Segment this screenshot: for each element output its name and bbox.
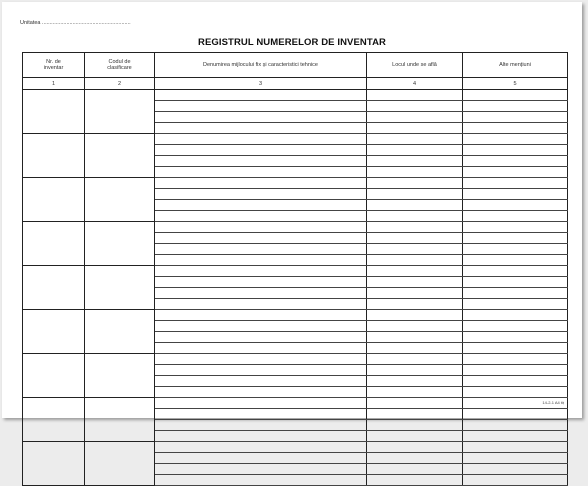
classification-code-cell[interactable] <box>85 310 155 354</box>
location-cell[interactable] <box>367 299 463 310</box>
column-header-alte-mentiuni: Alte mențiuni <box>463 53 568 78</box>
location-cell[interactable] <box>367 464 463 475</box>
remarks-cell[interactable] <box>463 343 568 354</box>
table-row <box>23 178 568 189</box>
remarks-cell[interactable] <box>463 387 568 398</box>
location-cell[interactable] <box>367 376 463 387</box>
description-cell[interactable] <box>155 134 367 145</box>
location-cell[interactable] <box>367 90 463 101</box>
description-cell[interactable] <box>155 156 367 167</box>
location-cell[interactable] <box>367 244 463 255</box>
remarks-cell[interactable] <box>463 200 568 211</box>
inventory-register-table <box>22 52 568 486</box>
description-cell[interactable] <box>155 266 367 277</box>
inventory-number-cell[interactable] <box>23 398 85 442</box>
remarks-cell[interactable] <box>463 475 568 486</box>
description-cell[interactable] <box>155 387 367 398</box>
remarks-cell[interactable] <box>463 431 568 442</box>
classification-code-cell[interactable] <box>85 178 155 222</box>
remarks-cell[interactable] <box>463 299 568 310</box>
description-cell[interactable] <box>155 310 367 321</box>
location-cell[interactable] <box>367 123 463 134</box>
location-cell[interactable] <box>367 145 463 156</box>
description-cell[interactable] <box>155 332 367 343</box>
description-cell[interactable] <box>155 420 367 431</box>
description-cell[interactable] <box>155 167 367 178</box>
location-cell[interactable] <box>367 101 463 112</box>
remarks-cell[interactable] <box>463 288 568 299</box>
table-row <box>23 442 568 453</box>
location-cell[interactable] <box>367 332 463 343</box>
remarks-cell[interactable] <box>463 365 568 376</box>
location-cell[interactable] <box>367 178 463 189</box>
description-cell[interactable] <box>155 431 367 442</box>
location-cell[interactable] <box>367 387 463 398</box>
header-row <box>23 53 568 78</box>
remarks-cell[interactable] <box>463 233 568 244</box>
inventory-number-cell[interactable] <box>23 354 85 398</box>
table-row <box>23 134 568 145</box>
form-code: 14-2-1 A4 tiț <box>542 400 564 405</box>
description-cell[interactable] <box>155 189 367 200</box>
location-cell[interactable] <box>367 134 463 145</box>
remarks-cell[interactable] <box>463 145 568 156</box>
location-cell[interactable] <box>367 189 463 200</box>
table-row <box>23 266 568 277</box>
register-body <box>23 90 568 486</box>
location-cell[interactable] <box>367 310 463 321</box>
description-cell[interactable] <box>155 453 367 464</box>
description-cell[interactable] <box>155 233 367 244</box>
location-cell[interactable] <box>367 420 463 431</box>
table-row <box>23 354 568 365</box>
classification-code-cell[interactable] <box>85 134 155 178</box>
unit-field: Unitatea .......................................................... <box>20 20 131 26</box>
remarks-cell[interactable] <box>463 112 568 123</box>
classification-code-cell[interactable] <box>85 90 155 134</box>
column-number: 4 <box>367 78 463 90</box>
location-cell[interactable] <box>367 365 463 376</box>
column-number-row <box>23 78 568 90</box>
inventory-number-cell[interactable] <box>23 310 85 354</box>
description-cell[interactable] <box>155 211 367 222</box>
inventory-number-cell[interactable] <box>23 222 85 266</box>
remarks-cell[interactable] <box>463 409 568 420</box>
table-row <box>23 310 568 321</box>
description-cell[interactable] <box>155 299 367 310</box>
description-cell[interactable] <box>155 376 367 387</box>
classification-code-cell[interactable] <box>85 222 155 266</box>
description-cell[interactable] <box>155 365 367 376</box>
location-cell[interactable] <box>367 453 463 464</box>
description-cell[interactable] <box>155 442 367 453</box>
remarks-cell[interactable] <box>463 101 568 112</box>
remarks-cell[interactable] <box>463 453 568 464</box>
location-cell[interactable] <box>367 431 463 442</box>
description-cell[interactable] <box>155 200 367 211</box>
table-row <box>23 398 568 409</box>
inventory-number-cell[interactable] <box>23 442 85 486</box>
classification-code-cell[interactable] <box>85 398 155 442</box>
description-cell[interactable] <box>155 123 367 134</box>
description-cell[interactable] <box>155 343 367 354</box>
remarks-cell[interactable] <box>463 178 568 189</box>
description-cell[interactable] <box>155 244 367 255</box>
column-header-denumire: Denumirea mijlocului fix și caracteristici tehnice <box>155 53 367 78</box>
classification-code-cell[interactable] <box>85 266 155 310</box>
remarks-cell[interactable] <box>463 255 568 266</box>
inventory-number-cell[interactable] <box>23 134 85 178</box>
location-cell[interactable] <box>367 409 463 420</box>
classification-code-cell[interactable] <box>85 442 155 486</box>
description-cell[interactable] <box>155 321 367 332</box>
form-sheet <box>2 2 582 418</box>
remarks-cell[interactable] <box>463 321 568 332</box>
page-title: REGISTRUL NUMERELOR DE INVENTAR <box>197 37 386 48</box>
description-cell[interactable] <box>155 112 367 123</box>
remarks-cell[interactable] <box>463 464 568 475</box>
remarks-cell[interactable] <box>463 90 568 101</box>
location-cell[interactable] <box>367 343 463 354</box>
remarks-cell[interactable] <box>463 222 568 233</box>
location-cell[interactable] <box>367 266 463 277</box>
remarks-cell[interactable] <box>463 244 568 255</box>
remarks-cell[interactable] <box>463 376 568 387</box>
location-cell[interactable] <box>367 475 463 486</box>
location-cell[interactable] <box>367 112 463 123</box>
description-cell[interactable] <box>155 409 367 420</box>
description-cell[interactable] <box>155 90 367 101</box>
location-cell[interactable] <box>367 255 463 266</box>
location-cell[interactable] <box>367 277 463 288</box>
column-number: 2 <box>85 78 155 90</box>
inventory-number-cell[interactable] <box>23 90 85 134</box>
inventory-number-cell[interactable] <box>23 178 85 222</box>
remarks-cell[interactable] <box>463 420 568 431</box>
location-cell[interactable] <box>367 222 463 233</box>
column-number: 1 <box>23 78 85 90</box>
remarks-cell[interactable] <box>463 332 568 343</box>
location-cell[interactable] <box>367 442 463 453</box>
remarks-cell[interactable] <box>463 354 568 365</box>
description-cell[interactable] <box>155 475 367 486</box>
location-cell[interactable] <box>367 398 463 409</box>
remarks-cell[interactable] <box>463 442 568 453</box>
column-number: 3 <box>155 78 367 90</box>
column-number: 5 <box>463 78 568 90</box>
description-cell[interactable] <box>155 354 367 365</box>
location-cell[interactable] <box>367 233 463 244</box>
description-cell[interactable] <box>155 101 367 112</box>
description-cell[interactable] <box>155 398 367 409</box>
table-row <box>23 90 568 101</box>
table-row <box>23 222 568 233</box>
description-cell[interactable] <box>155 178 367 189</box>
description-cell[interactable] <box>155 255 367 266</box>
location-cell[interactable] <box>367 354 463 365</box>
remarks-cell[interactable] <box>463 134 568 145</box>
column-header-locul: Locul unde se află <box>367 53 463 78</box>
remarks-cell[interactable] <box>463 156 568 167</box>
classification-code-cell[interactable] <box>85 354 155 398</box>
description-cell[interactable] <box>155 222 367 233</box>
description-cell[interactable] <box>155 145 367 156</box>
remarks-cell[interactable] <box>463 123 568 134</box>
remarks-cell[interactable] <box>463 189 568 200</box>
inventory-number-cell[interactable] <box>23 266 85 310</box>
description-cell[interactable] <box>155 277 367 288</box>
remarks-cell[interactable] <box>463 167 568 178</box>
remarks-cell[interactable] <box>463 266 568 277</box>
location-cell[interactable] <box>367 167 463 178</box>
location-cell[interactable] <box>367 200 463 211</box>
location-cell[interactable] <box>367 156 463 167</box>
remarks-cell[interactable] <box>463 310 568 321</box>
column-header-nr-inventar: Nr. de inventar <box>23 53 85 78</box>
description-cell[interactable] <box>155 288 367 299</box>
location-cell[interactable] <box>367 321 463 332</box>
column-header-cod-clasificare: Codul de clasificare <box>85 53 155 78</box>
description-cell[interactable] <box>155 464 367 475</box>
location-cell[interactable] <box>367 288 463 299</box>
remarks-cell[interactable] <box>463 277 568 288</box>
location-cell[interactable] <box>367 211 463 222</box>
remarks-cell[interactable] <box>463 211 568 222</box>
